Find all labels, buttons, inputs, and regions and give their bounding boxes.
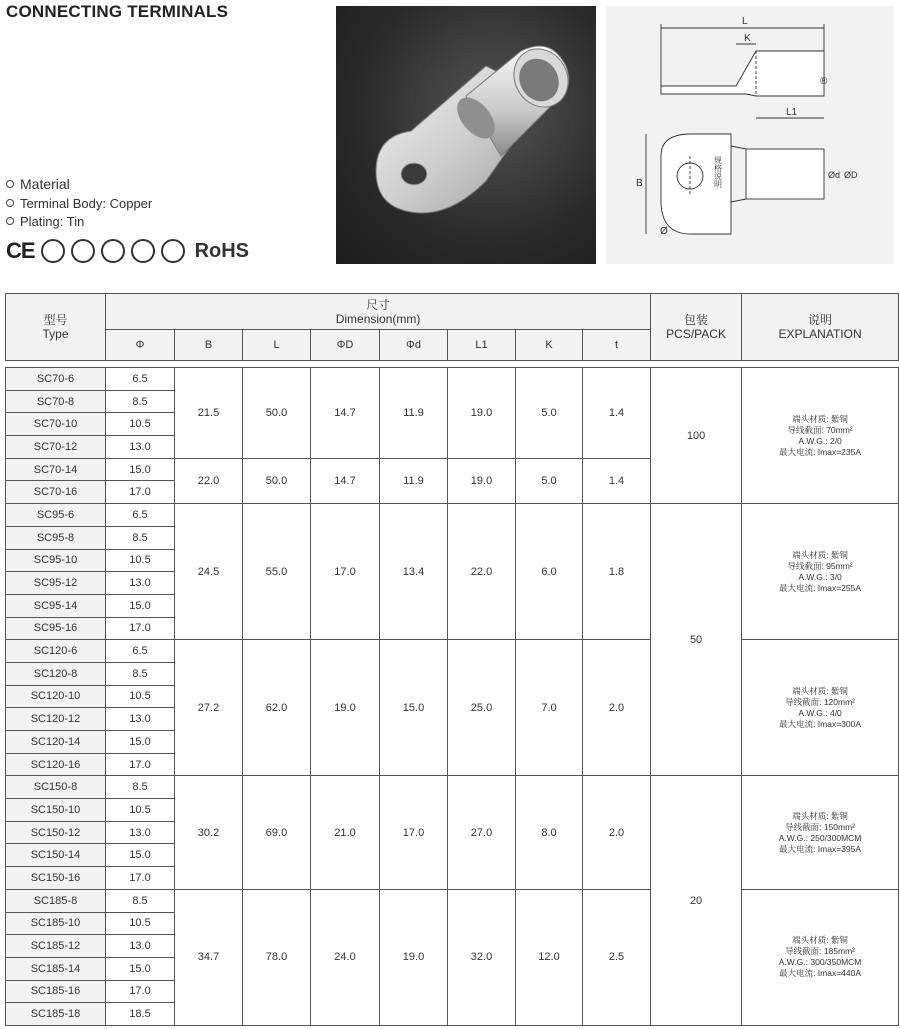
explanation-awg: A.W.G.: 3/0 [798, 571, 842, 582]
certified-mark-icon [131, 239, 155, 263]
cell-type: SC120-8 [6, 662, 106, 685]
cell-pack: 100 [651, 368, 742, 504]
cell-type: SC95-8 [6, 526, 106, 549]
cell-type: SC120-16 [6, 753, 106, 776]
table-row [6, 640, 899, 663]
dim-label-phi-d: Ød [828, 170, 841, 180]
cell-k: 5.0 [516, 458, 583, 503]
cell-type: SC120-10 [6, 685, 106, 708]
certification-logos [6, 236, 249, 266]
cell-phi: 13.0 [106, 935, 175, 958]
col-header-l: L [243, 330, 311, 361]
sgs-mark-icon [101, 239, 125, 263]
cell-phi: 13.0 [106, 572, 175, 595]
material-body-row [6, 194, 152, 212]
cell-l1: 32.0 [448, 889, 516, 1025]
cell-type: SC150-12 [6, 821, 106, 844]
cell-od: 21.0 [311, 776, 380, 889]
material-list [6, 174, 152, 230]
ce-mark-icon: CE [6, 238, 35, 263]
cell-k: 5.0 [516, 368, 583, 459]
material-heading: Material [20, 176, 70, 192]
header-dimension: 尺寸 Dimension(mm) [106, 294, 651, 330]
dim-label-K: K [744, 33, 751, 44]
material-heading-row [6, 174, 152, 194]
cell-l: 55.0 [243, 504, 311, 640]
cell-b: 27.2 [175, 640, 243, 776]
cell-t: 2.5 [583, 889, 651, 1025]
dim-label-phi: Ø [660, 226, 668, 237]
cell-type: SC95-16 [6, 617, 106, 640]
cell-l: 62.0 [243, 640, 311, 776]
cell-type: SC95-6 [6, 504, 106, 527]
col-header-t: t [583, 330, 651, 361]
cell-type: SC70-12 [6, 436, 106, 459]
bullet-icon [6, 180, 14, 188]
explanation-material: 端头材质: 紫铜 [792, 549, 848, 560]
bullet-icon [6, 217, 14, 225]
cqc-mark-icon [71, 239, 95, 263]
cell-type: SC70-10 [6, 413, 106, 436]
rohs-mark: RoHS [194, 239, 250, 262]
dim-label-B: B [636, 178, 643, 189]
dim-label-phi-D: ØD [844, 170, 858, 180]
cell-l1: 19.0 [448, 458, 516, 503]
cell-type: SC150-8 [6, 776, 106, 799]
cell-type: SC150-10 [6, 799, 106, 822]
cell-type: SC120-12 [6, 708, 106, 731]
cell-phi: 8.5 [106, 776, 175, 799]
cell-phi: 17.0 [106, 980, 175, 1003]
explanation-current: 最大电流: Imax=440A [779, 968, 862, 979]
cell-type: SC185-8 [6, 889, 106, 912]
cell-explanation [742, 889, 899, 1025]
cell-phi: 10.5 [106, 413, 175, 436]
cell-b: 22.0 [175, 458, 243, 503]
cell-id: 19.0 [380, 889, 448, 1025]
cell-b: 34.7 [175, 889, 243, 1025]
cell-k: 6.0 [516, 504, 583, 640]
cell-l1: 22.0 [448, 504, 516, 640]
col-header-phi: Φ [106, 330, 175, 361]
dim-label-L1: L1 [786, 107, 798, 118]
explanation-current: 最大电流: Imax=300A [779, 718, 862, 729]
col-header-l1: L1 [448, 330, 516, 361]
cell-phi: 10.5 [106, 549, 175, 572]
cell-phi: 18.5 [106, 1003, 175, 1026]
cell-phi: 8.5 [106, 889, 175, 912]
explanation-material: 端头材质: 紫铜 [792, 413, 848, 424]
table-row [6, 368, 899, 391]
cell-phi: 8.5 [106, 662, 175, 685]
explanation-material: 端头材质: 紫铜 [792, 810, 848, 821]
cell-phi: 8.5 [106, 526, 175, 549]
cell-phi: 10.5 [106, 912, 175, 935]
cell-type: SC95-12 [6, 572, 106, 595]
col-header-k: K [516, 330, 583, 361]
cell-phi: 10.5 [106, 799, 175, 822]
cell-id: 11.9 [380, 458, 448, 503]
cell-t: 1.8 [583, 504, 651, 640]
cell-type: SC95-10 [6, 549, 106, 572]
cell-phi: 6.5 [106, 504, 175, 527]
cell-id: 11.9 [380, 368, 448, 459]
explanation-current: 最大电流: Imax=235A [779, 446, 862, 457]
explanation-current: 最大电流: Imax=395A [779, 843, 862, 854]
explanation-awg: A.W.G.: 2/0 [798, 435, 842, 446]
cell-phi: 15.0 [106, 594, 175, 617]
cell-phi: 10.5 [106, 685, 175, 708]
cell-type: SC150-16 [6, 867, 106, 890]
cell-od: 14.7 [311, 368, 380, 459]
table-spacer [6, 361, 899, 368]
cell-l: 78.0 [243, 889, 311, 1025]
cell-pack: 20 [651, 776, 742, 1026]
cell-type: SC95-14 [6, 594, 106, 617]
cell-k: 7.0 [516, 640, 583, 776]
explanation-section: 导线截面: 185mm² [785, 946, 856, 957]
cell-phi: 13.0 [106, 436, 175, 459]
cell-b: 21.5 [175, 368, 243, 459]
cell-type: SC120-14 [6, 731, 106, 754]
cell-phi: 17.0 [106, 867, 175, 890]
cell-od: 24.0 [311, 889, 380, 1025]
cell-od: 14.7 [311, 458, 380, 503]
cell-type: SC150-14 [6, 844, 106, 867]
terminal-photo-illustration [336, 6, 596, 264]
cell-od: 17.0 [311, 504, 380, 640]
cell-phi: 15.0 [106, 957, 175, 980]
explanation-awg: A.W.G.: 300/350MCM [778, 957, 862, 968]
explanation-section: 导线截面: 70mm² [787, 424, 853, 435]
cell-phi: 13.0 [106, 821, 175, 844]
material-plating-row [6, 212, 152, 230]
col-header-od: ΦD [311, 330, 380, 361]
cell-type: SC185-16 [6, 980, 106, 1003]
cell-type: SC185-10 [6, 912, 106, 935]
cell-explanation [742, 504, 899, 640]
cell-l: 50.0 [243, 368, 311, 459]
cell-type: SC185-14 [6, 957, 106, 980]
header-explanation: 说明 EXPLANATION [742, 294, 899, 361]
cell-t: 2.0 [583, 640, 651, 776]
dim-label-L: L [742, 16, 748, 27]
cell-phi: 13.0 [106, 708, 175, 731]
cell-type: SC70-16 [6, 481, 106, 504]
col-header-id: Φd [380, 330, 448, 361]
cell-phi: 6.5 [106, 368, 175, 391]
registered-mark: ® [820, 76, 828, 87]
cell-pack: 50 [651, 504, 742, 776]
cell-phi: 8.5 [106, 390, 175, 413]
explanation-section: 导线截面: 120mm² [785, 696, 856, 707]
header-type: 型号 Type [6, 294, 106, 361]
material-body: Terminal Body: Copper [20, 195, 153, 211]
material-plating: Plating: Tin [20, 213, 85, 229]
page-title: CONNECTING TERMINALS [6, 2, 229, 21]
cell-type: SC120-6 [6, 640, 106, 663]
cell-t: 2.0 [583, 776, 651, 889]
cell-type: SC185-12 [6, 935, 106, 958]
explanation-material: 端头材质: 紫铜 [792, 685, 848, 696]
col-header-b: B [175, 330, 243, 361]
cell-explanation [742, 776, 899, 889]
header-pack: 包装 PCS/PACK [651, 294, 742, 361]
cell-phi: 17.0 [106, 753, 175, 776]
cell-id: 17.0 [380, 776, 448, 889]
cell-od: 19.0 [311, 640, 380, 776]
table-row [6, 889, 899, 912]
cell-phi: 6.5 [106, 640, 175, 663]
cell-t: 1.4 [583, 368, 651, 459]
bullet-icon [6, 199, 14, 207]
cell-b: 24.5 [175, 504, 243, 640]
cell-l1: 19.0 [448, 368, 516, 459]
dimension-drawing [606, 6, 894, 264]
cell-t: 1.4 [583, 458, 651, 503]
cell-type: SC70-14 [6, 458, 106, 481]
table-row [6, 504, 899, 527]
cell-k: 8.0 [516, 776, 583, 889]
cell-b: 30.2 [175, 776, 243, 889]
cell-l: 50.0 [243, 458, 311, 503]
cell-id: 15.0 [380, 640, 448, 776]
cell-phi: 17.0 [106, 617, 175, 640]
cell-type: SC185-18 [6, 1003, 106, 1026]
cell-l1: 27.0 [448, 776, 516, 889]
explanation-material: 端头材质: 紫铜 [792, 935, 848, 946]
cell-type: SC70-8 [6, 390, 106, 413]
sgs-circle-icon [161, 239, 185, 263]
cell-type: SC70-6 [6, 368, 106, 391]
spec-table [5, 293, 899, 1026]
explanation-awg: A.W.G.: 4/0 [798, 707, 842, 718]
cell-l1: 25.0 [448, 640, 516, 776]
cell-explanation [742, 640, 899, 776]
cell-phi: 15.0 [106, 458, 175, 481]
explanation-current: 最大电流: Imax=255A [779, 582, 862, 593]
cell-l: 69.0 [243, 776, 311, 889]
cell-phi: 15.0 [106, 731, 175, 754]
quality-mark-icon [41, 239, 65, 263]
cell-phi: 15.0 [106, 844, 175, 867]
explanation-section: 导线截面: 150mm² [785, 821, 856, 832]
explanation-awg: A.W.G.: 250/300MCM [778, 832, 862, 843]
cell-k: 12.0 [516, 889, 583, 1025]
cell-explanation [742, 368, 899, 504]
table-row [6, 776, 899, 799]
cell-phi: 17.0 [106, 481, 175, 504]
product-photo [336, 6, 596, 264]
terminal-drawing-svg [606, 6, 894, 264]
cell-id: 13.4 [380, 504, 448, 640]
explanation-section: 导线截面: 95mm² [787, 560, 853, 571]
stamp-text: 规格说明 [713, 156, 723, 188]
